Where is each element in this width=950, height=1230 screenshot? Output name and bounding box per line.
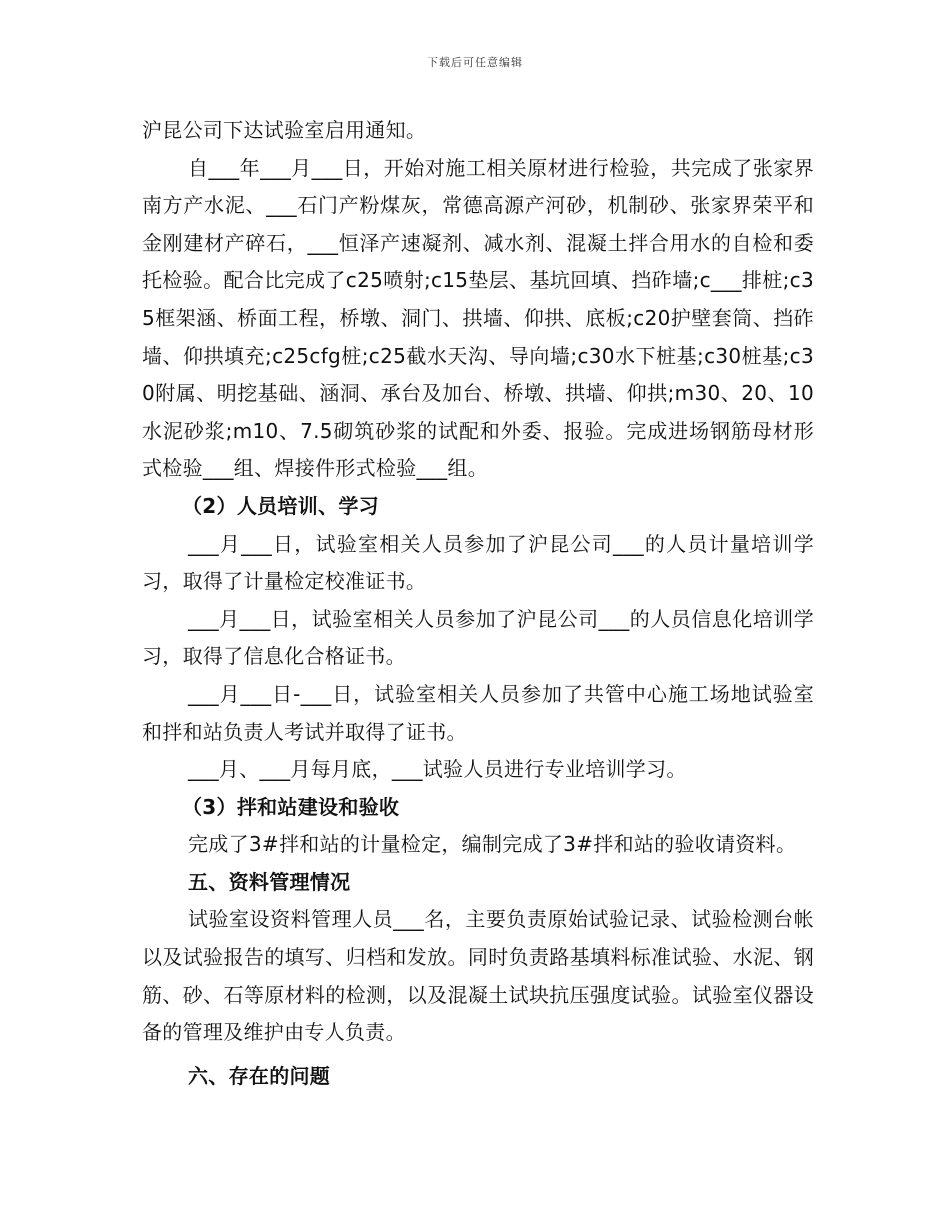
paragraph-training-informatization: ___月___日，试验室相关人员参加了沪昆公司___的人员信息化培训学习，取得了信息化合格证书。 [142,606,814,669]
paragraph-training-metrology: ___月___日，试验室相关人员参加了沪昆公司___的人员计量培训学习，取得了计量检定校准证书。 [142,531,814,594]
document-body [142,112,814,1095]
paragraph-mixing-station: 完成了3#拌和站的计量检定，编制完成了3#拌和站的验收请资料。 [188,832,797,857]
section-heading-data-management: 五、资料管理情况 [188,869,351,894]
section-heading-problems: 六、存在的问题 [188,1063,331,1088]
paragraph-training-exam: ___月___日-___日，试验室相关人员参加了共管中心施工场地试验室和拌和站负责人考试并取得了证书。 [142,681,814,744]
paragraph-material-testing: 自___年___月___日，开始对施工相关原材进行检验，共完成了张家界南方产水泥、___石门产粉煤灰，常德高源产河砂，机制砂、张家界荣平和金刚建材产碎石，___恒泽产速凝剂、减水剂、混凝土拌合用水的自检和委托检验。配合比完成了c25喷射;c15垫层、基坑回填、挡砟墙;c___排桩;c35框架涵、桥面工程，桥墩、洞门、拱墙、仰拱、底板;c20护壁套筒、挡砟墙、仰拱填充;c25cfg桩;c25截水天沟、导向墙;c30水下桩基;c30桩基;c30附属、明挖基础、涵洞、承台及加台、桥墩、拱墙、仰拱;m30、20、10水泥砂浆;m10、7.5砌筑砂浆的试配和外委、报验。完成进场钢筋母材形式检验___组、焊接件形式检验___组。 [142,155,814,481]
section-heading-training: （2）人员培训、学习 [182,493,379,518]
page-header: 下载后可任意编辑 [427,56,523,69]
paragraph-notice: 沪昆公司下达试验室启用通知。 [142,118,427,142]
paragraph-training-monthly: ___月、___月每月底，___试验人员进行专业培训学习。 [188,757,687,782]
paragraph-data-management: 试验室设资料管理人员___名，主要负责原始试验记录、试验检测台帐以及试验报告的填写、归档和发放。同时负责路基填料标准试验、水泥、钢筋、砂、石等原材料的检测，以及混凝土试块抗压强度试验。试验室仪器设备的管理及维护由专人负责。 [142,907,814,1045]
section-heading-mixing-station: （3）拌和站建设和验收 [182,794,400,819]
